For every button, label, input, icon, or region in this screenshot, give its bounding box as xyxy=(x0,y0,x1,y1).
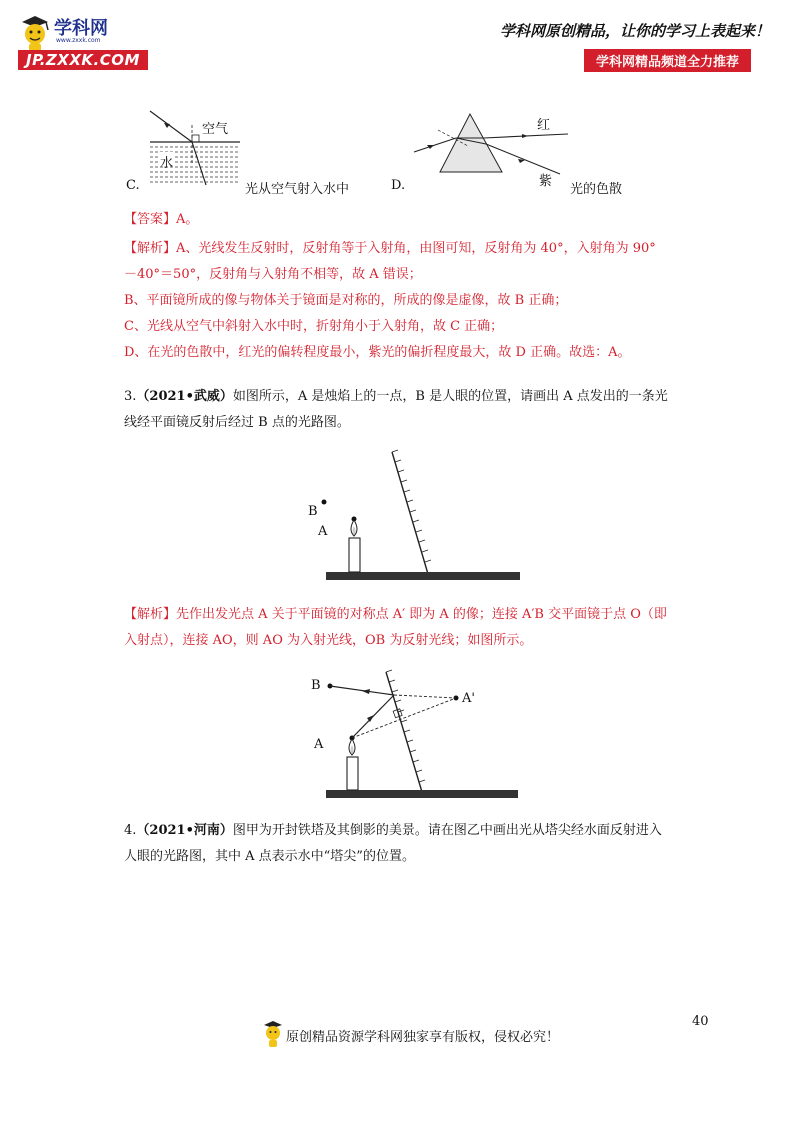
header-slogan-bar: 学科网精品频道全力推荐 xyxy=(584,49,751,72)
q4-line-1: 图甲为开封铁塔及其倒影的美景。请在图乙中画出光从塔尖经水面反射进入 xyxy=(232,823,662,838)
refracted-ray xyxy=(192,142,206,185)
analysis-label: 【解析】 xyxy=(124,241,177,256)
q3-fig1-label-b: B xyxy=(308,504,318,519)
q3-fig2-label-b: B xyxy=(311,678,321,693)
page-number: 40 xyxy=(692,1014,709,1029)
q3-fig1-label-a: A xyxy=(318,524,328,539)
table-base xyxy=(326,790,518,798)
analysis-line-2: －40°＝50°，反射角与入射角不相等，故 A 错误； xyxy=(124,267,422,282)
point-b xyxy=(322,500,327,505)
label-air: 空气 xyxy=(202,122,229,137)
mascot-footer-icon xyxy=(262,1018,284,1048)
table-base xyxy=(326,572,520,580)
q3-analysis-label: 【解析】 xyxy=(124,607,177,622)
label-purple: 紫 xyxy=(539,174,553,189)
q3-fig2-label-a-prime: A' xyxy=(462,691,475,706)
q4-source: （2021•河南） xyxy=(136,823,233,838)
arrow-head-ob xyxy=(362,689,370,694)
header xyxy=(0,0,800,90)
q3-figure-1 xyxy=(300,444,530,586)
analysis-line-4: C、光线从空气中斜射入水中时，折射角小于入射角，故 C 正确； xyxy=(124,319,504,334)
footer-copyright: 原创精品资源学科网独家享有版权，侵权必究！ xyxy=(286,1030,560,1045)
q3-figure-2 xyxy=(300,666,530,802)
option-c-letter: C. xyxy=(126,178,140,193)
incident-ray xyxy=(414,138,456,152)
q3-fig2-label-a: A xyxy=(314,737,324,752)
q3-analysis-line-1: 先作出发光点 A 关于平面镜的对称点 A′ 即为 A 的像；连接 A′B 交平面镜于点 O（即 xyxy=(176,607,667,622)
q3-analysis xyxy=(124,602,724,654)
q3-number: 3. xyxy=(124,389,137,404)
figure-c-refraction xyxy=(140,105,250,187)
incident-ray xyxy=(150,111,192,142)
mirror-hatching xyxy=(386,670,425,782)
q4-number: 4. xyxy=(124,823,137,838)
option-c-caption: 光从空气射入水中 xyxy=(245,182,350,197)
q3-line-2: 线经平面镜反射后经过 B 点的光路图。 xyxy=(124,415,350,430)
logo-text: 学科网 xyxy=(54,18,108,39)
option-d-caption: 光的色散 xyxy=(570,182,623,197)
arrow-head-red xyxy=(522,134,528,138)
answer-label: 【答案】A。 xyxy=(124,212,199,227)
analysis-line-1: A、光线发生反射时，反射角等于入射角，由图可知，反射角为 40°，入射角为 90° xyxy=(176,241,656,256)
candle-body-icon xyxy=(349,538,360,572)
reflected-ray-ob xyxy=(330,686,394,695)
analysis-line-5: D、在光的色散中，红光的偏转程度最小，紫光的偏折程度最大，故 D 正确。故选：A。 xyxy=(124,345,631,360)
option-d-letter: D. xyxy=(391,178,406,193)
q3-source: （2021•武威） xyxy=(136,389,233,404)
label-red: 红 xyxy=(537,118,551,133)
mirror xyxy=(392,452,428,574)
q3-line-1: 如图所示，A 是烛焰上的一点，B 是人眼的位置，请画出 A 点发出的一条光 xyxy=(232,389,668,404)
right-angle-mark xyxy=(192,135,199,142)
mascot-logo-icon xyxy=(18,12,52,54)
candle-body-icon xyxy=(347,757,358,790)
header-slogan: 学科网原创精品，让你的学习上表起来！ xyxy=(500,22,771,40)
label-water: 水 xyxy=(160,156,174,171)
dashed-a-prime-b xyxy=(394,695,456,698)
prism xyxy=(440,114,502,172)
mirror-hatching xyxy=(392,450,431,562)
q4-line-2: 人眼的光路图，其中 A 点表示水中“塔尖”的位置。 xyxy=(124,849,415,864)
analysis-block xyxy=(124,236,724,366)
question-3 xyxy=(124,384,724,436)
question-4 xyxy=(124,818,724,870)
analysis-line-3: B、平面镜所成的像与物体关于镜面是对称的，所成的像是虚像，故 B 正确； xyxy=(124,293,568,308)
logo-url: www.zxxk.com xyxy=(56,37,101,44)
domain-banner: JP.ZXXK.COM xyxy=(18,50,148,70)
q3-analysis-line-2: 入射点），连接 AO，则 AO 为入射光线，OB 为反射光线；如图所示。 xyxy=(124,633,533,648)
